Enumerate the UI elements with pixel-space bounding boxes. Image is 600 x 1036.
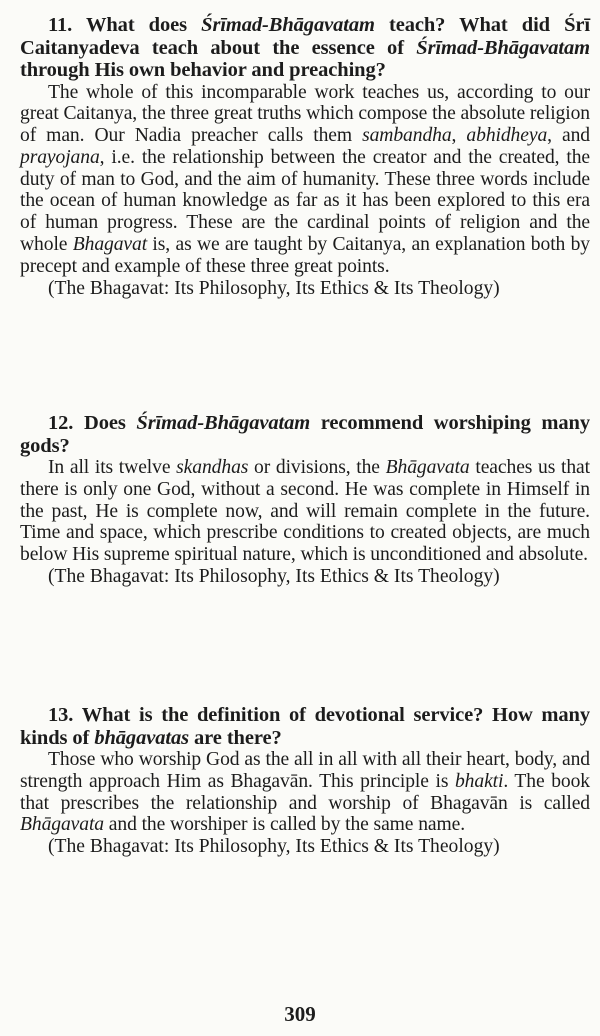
answer-text: The whole of this incomparable work teaches us, according to our great Caitanya, the three great truths which compose the absolute religion of man. Our Nadia preacher calls them [20, 81, 590, 147]
term-italic: Bhāgavata [385, 457, 470, 478]
question-12 [20, 412, 590, 457]
answer-12 [20, 457, 590, 566]
question-number: 13. [48, 704, 74, 726]
answer-text: , i.e. the relationship between the creator and the created, the duty of man to God, and the aim of humanity. These three words include the ocean of human knowledge as far as it has been explored to this era of human progress. These are the cardinal points of religion and the whole [20, 146, 590, 256]
title-italic: Śrīmad-Bhāgavatam [416, 36, 590, 59]
answer-text: teaches us that there is only one God, without a second. He was complete in Himself in the past, He is complete now, and will remain complete in the future. Time and space, which prescribe conditions to created objects, are much below His supreme spiritual nature, which is unconditioned and absolute. [20, 457, 590, 566]
term-italic: abhidheya [466, 125, 548, 147]
question-text: through His own behavior and preaching? [20, 59, 386, 81]
section-11 [20, 14, 590, 300]
answer-text: , [451, 125, 467, 147]
title-italic: Śrīmad-Bhāgavatam [136, 412, 311, 434]
title-italic: Śrīmad-Bhāgavatam [201, 14, 375, 36]
source-citation: (The Bhagavat: Its Philosophy, Its Ethics & Its Theology) [48, 277, 500, 299]
term-italic: skandhas [176, 457, 249, 478]
question-13 [20, 704, 590, 749]
answer-text: . The book that prescribes the relationship and worship of Bhagavān is called [20, 770, 590, 814]
question-text: recommend worshiping many gods? [20, 412, 590, 457]
term-italic: Bhagavat [72, 234, 148, 256]
answer-text: or divisions, the [248, 457, 386, 478]
term-italic: Bhāgavata [20, 814, 104, 836]
question-11 [20, 14, 590, 82]
answer-text: In all its twelve [48, 457, 177, 478]
answer-11 [20, 82, 590, 278]
question-text: What is the definition of devotional service? How many kinds of [20, 704, 590, 749]
question-text: Does [84, 412, 137, 434]
section-12 [20, 412, 590, 588]
section-13 [20, 704, 590, 858]
source-citation: (The Bhagavat: Its Philosophy, Its Ethics & Its Theology) [48, 836, 500, 858]
page-number: 309 [284, 1002, 316, 1026]
question-text: are there? [189, 726, 282, 749]
term-italic: sambandha [362, 125, 452, 147]
answer-13 [20, 749, 590, 836]
question-text: What does [85, 14, 202, 36]
title-italic: bhāgavatas [94, 726, 189, 749]
term-italic: bhakti [454, 770, 504, 792]
question-text: teach? What did Śrī Caitanyadeva teach about the essence of [20, 14, 590, 59]
source-citation: (The Bhagavat: Its Philosophy, Its Ethics & Its Theology) [48, 565, 500, 587]
answer-text: Those who worship God as the all in all with all their heart, body, and strength approach Him as Bhagavān. This principle is [20, 749, 590, 792]
answer-text: , and [547, 125, 590, 147]
question-number: 11. [48, 14, 73, 36]
answer-text: is, as we are taught by Caitanya, an explanation both by precept and example of these three great points. [20, 234, 591, 277]
question-number: 12. [48, 412, 74, 434]
answer-text: and the worshiper is called by the same name. [104, 814, 466, 836]
term-italic: prayojana [20, 146, 100, 168]
